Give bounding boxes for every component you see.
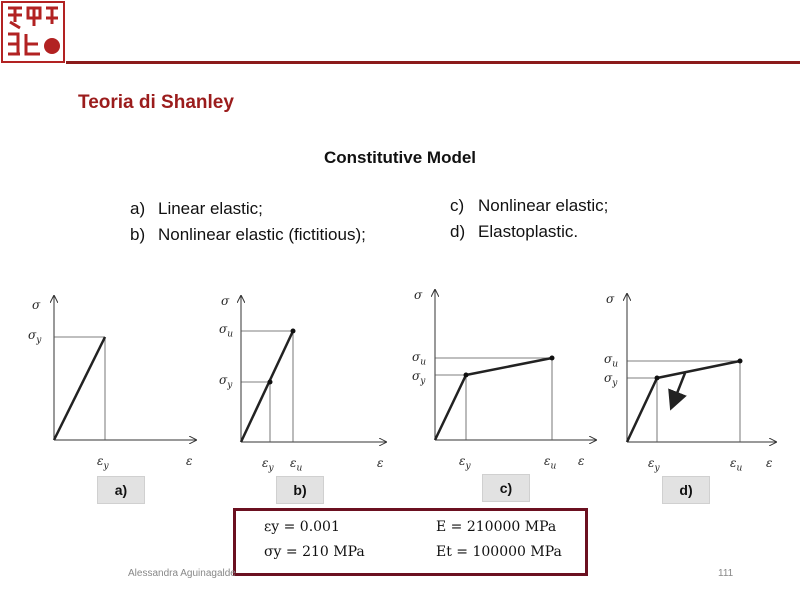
sigma-y-label: $\sigma_y$ <box>412 369 426 387</box>
list-text: Elastoplastic. <box>478 222 579 241</box>
stress-strain-curve <box>435 358 552 440</box>
eps-u-label: $\varepsilon_u$ <box>290 456 303 474</box>
param-sigma-y: σy = 210 MPa <box>264 544 365 560</box>
list-item <box>450 193 608 219</box>
x-axis-label: ε <box>377 456 384 470</box>
panel-label-c: c) <box>482 474 530 502</box>
panel-label-d: d) <box>662 476 710 504</box>
sigma-y-label: $\sigma_y$ <box>28 328 42 346</box>
stress-strain-curve <box>54 337 105 440</box>
param-Et: Et = 100000 MPa <box>436 544 562 560</box>
chart-d-elastoplastic <box>590 280 795 470</box>
yield-point <box>464 373 469 378</box>
y-axis-label: σ <box>606 292 615 306</box>
eps-y-label: $\varepsilon_y$ <box>262 456 274 474</box>
chart-c-nonlinear-elastic <box>400 278 600 468</box>
slide-title: Teoria di Shanley <box>78 92 234 113</box>
eps-u-label: $\varepsilon_u$ <box>544 454 557 472</box>
ultimate-point <box>291 329 296 334</box>
ultimate-point <box>738 359 743 364</box>
sigma-y-label: $\sigma_y$ <box>219 373 233 391</box>
list-marker: c) <box>450 196 465 215</box>
page-number: 111 <box>718 568 734 579</box>
eps-y-label: $\varepsilon_y$ <box>97 454 109 472</box>
sigma-u-label: $\sigma_u$ <box>604 352 618 370</box>
model-list-left <box>130 196 366 248</box>
y-axis-label: σ <box>414 288 423 302</box>
list-marker: b) <box>130 225 146 244</box>
stress-strain-curve <box>627 361 740 442</box>
eps-u-label: $\varepsilon_u$ <box>730 456 743 474</box>
list-item <box>450 219 608 245</box>
x-axis-label: ε <box>186 454 193 468</box>
footer-author: Alessandra Aguinagalde <box>128 568 236 579</box>
x-axis-label: ε <box>766 456 773 470</box>
panel-label-b: b) <box>276 476 324 504</box>
list-item <box>130 196 366 222</box>
sigma-u-label: $\sigma_u$ <box>412 350 426 368</box>
x-axis-label: ε <box>578 454 585 468</box>
yield-point <box>655 376 660 381</box>
sigma-u-label: $\sigma_u$ <box>219 322 233 340</box>
list-item <box>130 222 366 248</box>
slide-subtitle: Constitutive Model <box>323 148 477 167</box>
yield-point <box>268 380 273 385</box>
y-axis-label: σ <box>221 294 230 308</box>
list-text: Nonlinear elastic (fictitious); <box>158 225 366 244</box>
param-eps-y: εy = 0.001 <box>264 519 340 535</box>
red-seal-logo-icon <box>0 0 66 64</box>
list-marker: a) <box>130 199 146 218</box>
panel-label-a: a) <box>97 476 145 504</box>
unloading-path-arrow <box>672 373 685 406</box>
list-text: Nonlinear elastic; <box>478 196 609 215</box>
parameters-box <box>233 508 588 576</box>
header-rule <box>66 61 800 64</box>
y-axis-label: σ <box>32 298 41 312</box>
list-marker: d) <box>450 222 466 241</box>
model-list-right <box>450 193 608 245</box>
list-text: Linear elastic; <box>158 199 263 218</box>
stress-strain-curve <box>241 331 293 442</box>
sigma-y-label: $\sigma_y$ <box>604 371 618 389</box>
ultimate-point <box>550 356 555 361</box>
eps-y-label: $\varepsilon_y$ <box>648 456 660 474</box>
eps-y-label: $\varepsilon_y$ <box>459 454 471 472</box>
param-E: E = 210000 MPa <box>436 519 557 535</box>
